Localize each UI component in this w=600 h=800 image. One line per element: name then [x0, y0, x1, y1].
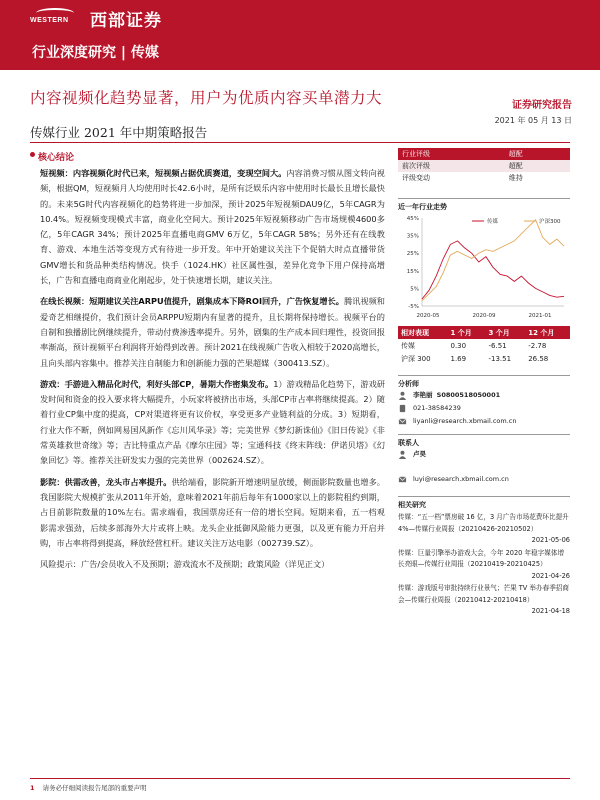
- analyst-phone: 021-38584239: [413, 404, 461, 412]
- report-title: 内容视频化趋势显著，用户为优质内容买单潜力大: [30, 89, 383, 107]
- paragraph-lead: 游戏：手游进入精品化时代，利好头部CP，暑期大作密集发布。: [40, 378, 274, 389]
- y-tick-label: 5%: [410, 286, 419, 293]
- contact-email[interactable]: luyi@research.xbmail.com.cn: [413, 475, 509, 483]
- related-item-text: 传媒：巨量引擎举办游戏大会，今年 2020 年稳字媒体增长亮眼—传媒行业周报（20210419-20210425）: [398, 548, 565, 568]
- performance-header: 1 个月: [448, 326, 486, 339]
- performance-row: [398, 352, 570, 365]
- paragraph-long-video: [40, 294, 385, 370]
- paragraph-body: 供给端看，影院新开增速明显放缓，侧面影院数量也增多。我国影院大规模扩张从2011年开始，意味着2021年前后每年有1000家以上的影院租约到期，占目前影院数量的10%左右。需求端看，我国票房还有一倍的增长空间。短期来看，五一档观影需求强劲，后续多部海外大片或将上映。龙头企业抵御风险能力更强，以及更有能力开启并购，市占率将得到提高，释放经营杠杆。建议关注万达电影（002739.SZ）。: [40, 476, 385, 548]
- series-line-media: [422, 241, 564, 299]
- phone-icon: [398, 404, 407, 413]
- analyst-name: 李艳丽: [413, 391, 433, 399]
- bullet-icon: [30, 152, 35, 157]
- x-tick-label: 2020-09: [472, 313, 496, 319]
- report-date: 2021 年 05 月 13 日: [494, 116, 572, 125]
- email-icon: [398, 475, 407, 484]
- analyst-email[interactable]: liyanli@research.xbmail.com.cn: [413, 417, 517, 425]
- related-item[interactable]: [398, 512, 570, 547]
- paragraph-short-video: [40, 166, 385, 288]
- x-tick-label: 2020-05: [416, 313, 440, 319]
- paragraph-body: 腾讯视频和爱奇艺相继提价，我们预计会员ARPPU短期内有显著的提升，且长期将保持增长。视频平台的自制和独播剧比例继续提升，带动付费渗透率提升。另外，剧集的生产成本回归理性，投资回报率渐高，预计视频平台利润将开始得到改善。预计2021在线视频广告收入相较于2020高增长，且向头部内容集中。推荐关注自制能力和创新能力强的芒果超媒（300413.SZ）。: [40, 296, 385, 368]
- related-item[interactable]: [398, 548, 570, 583]
- paragraph-lead: 影院：供需改善，龙头市占率提升。: [40, 476, 172, 487]
- y-tick-label: 25%: [406, 251, 419, 258]
- company-logo: [30, 7, 86, 29]
- trend-label: 近一年行业走势: [398, 198, 570, 212]
- risk-note: 风险提示：广告/会员收入不及预期；游戏流水不及预期；政策风险（详见正文）: [40, 559, 330, 570]
- y-tick-label: 15%: [406, 268, 419, 275]
- rating-label: 评级变动: [402, 174, 430, 182]
- related-item-date: 2021-04-26: [531, 571, 570, 580]
- contact-email-row: [398, 473, 570, 486]
- y-tick-label: 35%: [406, 233, 419, 240]
- performance-row: [398, 339, 570, 352]
- person-icon: [398, 450, 407, 459]
- performance-cell: 1.69: [450, 354, 467, 363]
- report-subtitle: 传媒行业 2021 年中期策略报告: [30, 125, 208, 140]
- report-header: [0, 0, 600, 70]
- performance-cell: -13.51: [488, 354, 512, 363]
- paragraph-games: [40, 377, 385, 469]
- analyst-contact: [398, 389, 570, 428]
- contact-name: 卢昊: [413, 450, 426, 458]
- analyst-phone-row: [398, 402, 570, 415]
- performance-cell: 0.30: [450, 341, 467, 350]
- logo-chinese: 西部证券: [90, 11, 162, 31]
- trend-chart: [398, 212, 570, 320]
- performance-cell: 传媒: [401, 341, 415, 350]
- sidebar: [398, 148, 570, 619]
- email-icon: [398, 417, 407, 426]
- series-line-hs300: [422, 220, 564, 301]
- rating-value: 超配: [508, 150, 523, 158]
- analyst-license: S0800518050001: [436, 391, 501, 399]
- report-category: 行业深度研究 | 传媒: [32, 45, 159, 61]
- footer-note: 请务必仔细阅读报告尾部的重要声明: [42, 784, 147, 792]
- related-research: [398, 512, 570, 618]
- page-footer: [30, 783, 147, 792]
- rating-value: 超配: [508, 162, 523, 170]
- performance-header: 3 个月: [485, 326, 525, 339]
- rating-label: 行业评级: [402, 150, 430, 158]
- y-tick-label: 45%: [406, 216, 419, 222]
- x-tick-label: 2021-01: [528, 313, 552, 319]
- related-item-date: 2021-04-18: [531, 607, 570, 615]
- related-item-text: 传媒：“五一档”票房破 16 亿，3 月广告市场花费环比提升 4%—传媒行业周报（20210426-20210502）: [398, 513, 569, 533]
- legend-label: 传媒: [487, 219, 499, 225]
- rating-label: 前次评级: [402, 162, 430, 170]
- performance-header-row: [398, 326, 570, 339]
- main-body: [40, 166, 385, 578]
- contact-section-label: 联系人: [398, 434, 570, 448]
- rating-value: 维持: [508, 174, 523, 182]
- footer-divider: [30, 778, 570, 779]
- performance-header: 12 个月: [525, 326, 570, 339]
- title-divider: [30, 142, 570, 143]
- performance-cell: -6.51: [488, 341, 507, 350]
- rating-table: [398, 148, 570, 184]
- related-item-date: 2021-05-06: [531, 536, 570, 544]
- performance-cell: 沪深 300: [401, 354, 431, 363]
- analyst-email-row: [398, 415, 570, 428]
- person-icon: [398, 391, 407, 400]
- performance-table: [398, 326, 570, 365]
- paragraph-cinema: [40, 475, 385, 551]
- paragraph-lead: 短视频：内容视频化时代已来，短视频占据优质赛道，变现空间大。: [40, 168, 287, 178]
- rating-row: [398, 172, 570, 184]
- paragraph-lead: 在线长视频：短期建议关注ARPU值提升，剧集成本下降ROI回升，广告恢复增长。: [40, 296, 344, 307]
- performance-cell: -2.78: [528, 341, 547, 350]
- paragraph-body: 内容消费习惯从图文转向视频，根据QM，短视频月人均使用时长42.6小时，是所有泛娱乐内容中使用时长最长且增长最快的。未来5G时代内容视频化的趋势将进一步加深，预计2025年短视频DAU9亿，5年CAGR为10.4%。短视频变现模式丰富，商业化空间大。预计2025年短视频移动广告市场规模4600多亿，5年CAGR 34%；预计2025年直播电商GMV 6万亿，5年CAGR 58%；另外还有在线教育、游戏、本地生活等变现方式有待进一步开发。年中开始建议关注下个促销大时点直播带货GMV增长和货品种类结构情况。快手（1024.HK）社区属性强，差异化竞争下用户保持高增长，广告和直播电商商业化刚起步，处于快速增长期，建议关注。: [40, 168, 385, 286]
- document-type: 证券研究报告: [512, 100, 572, 111]
- trend-chart-svg: [398, 212, 570, 320]
- logo-english: WESTERN: [30, 17, 69, 24]
- related-item-text: 传媒：游戏版号审批持续行业景气；芒果 TV 举办春季招商会—传媒行业周报（20210412-20210418）: [398, 584, 569, 604]
- performance-header: 相对表现: [398, 326, 448, 339]
- related-item[interactable]: [398, 583, 570, 618]
- rating-row: [398, 160, 570, 172]
- analyst-name-row: [398, 389, 570, 402]
- rating-row: [398, 148, 570, 160]
- core-heading: 核心结论: [38, 153, 75, 163]
- page-number: 1: [30, 784, 35, 792]
- analyst-section-label: 分析师: [398, 375, 570, 389]
- paragraph-body: 1）游戏精品化趋势下，游戏研发时间和资金的投入要求将大幅提升，小玩家将被挤出市场，头部CP市占率将继续提高。2）随着行业CP集中度的提高，CP对渠道将更有议价权，享受更多产业链利益的分成。3）短期看，行业大作不断，例如网易国风新作《忘川风华录》等；完美世界《梦幻新诛仙》《旧日传说》《非常英雄救世奇缘》等；吉比特重点产品《摩尔庄园》等；宝通科技《终末阵线：伊诺贝塔》《幻象回忆》等。推荐关注研发实力强的完美世界（002624.SZ）。: [40, 378, 385, 466]
- legend-label: 沪深300: [539, 219, 561, 225]
- related-section-label: 相关研究: [398, 496, 570, 510]
- contact-person: [398, 448, 570, 486]
- y-tick-label: -5%: [408, 304, 419, 310]
- contact-name-row: [398, 448, 570, 461]
- performance-cell: 26.58: [528, 354, 549, 363]
